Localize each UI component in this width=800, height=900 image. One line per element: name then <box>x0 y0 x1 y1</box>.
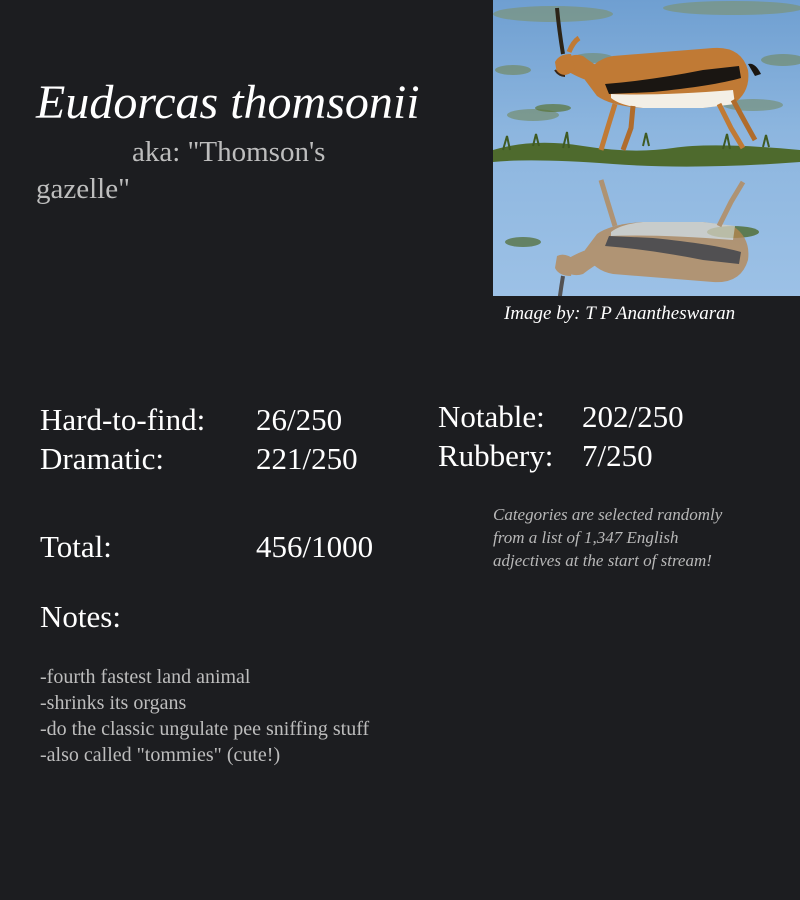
notes-list <box>40 664 369 768</box>
dramatic-value: 221/250 <box>256 441 358 476</box>
common-name: aka: "Thomson's gazelle" <box>36 136 326 205</box>
notable-label: Notable: <box>438 399 545 434</box>
image-credit: Image by: T P Anantheswaran <box>504 303 736 324</box>
list-item: -shrinks its organs <box>40 692 187 714</box>
total-value: 456/1000 <box>256 529 374 564</box>
hard-to-find-value: 26/250 <box>256 402 343 437</box>
dramatic-label: Dramatic: <box>40 441 164 476</box>
notes-heading: Notes: <box>40 599 121 634</box>
list-item: -do the classic ungulate pee sniffing stuff <box>40 718 370 740</box>
gazelle-photo <box>493 0 800 296</box>
notable-value: 202/250 <box>582 399 684 434</box>
species-title: Eudorcas thomsonii <box>36 76 420 129</box>
total-label: Total: <box>40 529 112 564</box>
hard-to-find-label: Hard-to-find: <box>40 402 206 437</box>
list-item: -fourth fastest land animal <box>40 666 251 688</box>
categories-note: Categories are selected randomly from a list of 1,347 English adjectives at the start of stream! <box>493 505 723 570</box>
rubbery-label: Rubbery: <box>438 438 554 473</box>
rubbery-value: 7/250 <box>582 438 653 473</box>
list-item: -also called "tommies" (cute!) <box>40 744 281 766</box>
